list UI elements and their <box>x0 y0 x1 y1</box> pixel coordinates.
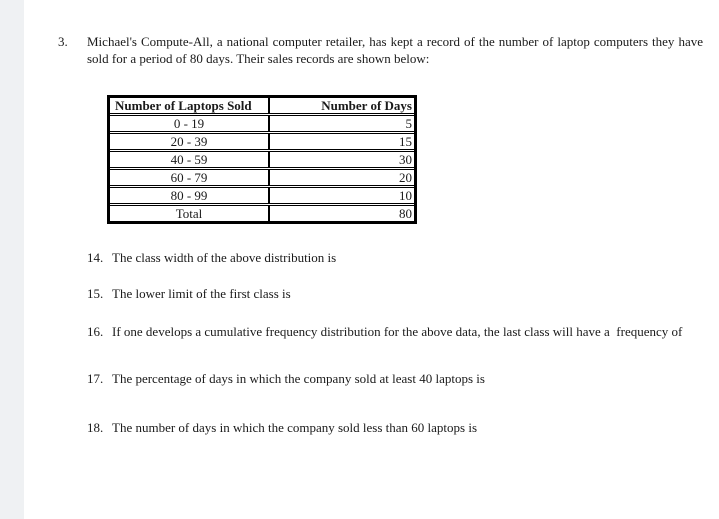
question-number: 15. <box>87 286 104 301</box>
table-row <box>110 115 414 133</box>
problem-3 <box>58 33 703 67</box>
class-interval-cell: 80 - 99 <box>110 187 269 205</box>
table-row <box>110 187 414 205</box>
question-text: The number of days in which the company sold less than 60 laptops is <box>112 420 478 435</box>
table-row <box>110 169 414 187</box>
problem-text: Michael's Compute-All, a national computer retailer, has kept a record of the number of laptop computers they have sold for a period of 80 days. Their sales records are shown below: <box>87 34 703 66</box>
frequency-table <box>107 95 417 224</box>
question-text: The lower limit of the first class is <box>112 286 291 301</box>
page-margin-strip <box>0 0 24 519</box>
question-14 <box>87 250 336 266</box>
days-cell: 15 <box>269 133 414 151</box>
days-cell: 20 <box>269 169 414 187</box>
table-row <box>110 151 414 169</box>
problem-number: 3. <box>58 34 68 49</box>
question-15 <box>87 286 291 302</box>
column-header-number-of-days: Number of Days <box>269 98 414 115</box>
table-row-total <box>110 205 414 222</box>
frequency-table-grid <box>110 98 414 221</box>
question-number: 17. <box>87 371 104 386</box>
column-header-laptops-sold: Number of Laptops Sold <box>110 98 269 115</box>
class-interval-cell: 0 - 19 <box>110 115 269 133</box>
class-interval-cell: 60 - 79 <box>110 169 269 187</box>
table-header-row <box>110 98 414 115</box>
days-cell: 30 <box>269 151 414 169</box>
class-interval-cell: 40 - 59 <box>110 151 269 169</box>
days-cell: 5 <box>269 115 414 133</box>
table-row <box>110 133 414 151</box>
question-text: If one develops a cumulative frequency distribution for the above data, the last class will have a frequency of <box>112 324 683 339</box>
total-value-cell: 80 <box>269 205 414 222</box>
question-text: The percentage of days in which the company sold at least 40 laptops is <box>112 371 485 386</box>
question-number: 16. <box>87 324 104 339</box>
question-17 <box>87 371 485 387</box>
days-cell: 10 <box>269 187 414 205</box>
class-interval-cell: 20 - 39 <box>110 133 269 151</box>
question-18 <box>87 420 477 436</box>
total-label-cell: Total <box>175 206 203 221</box>
question-text: The class width of the above distribution is <box>112 250 337 265</box>
question-number: 14. <box>87 250 104 265</box>
question-16 <box>87 324 682 340</box>
question-number: 18. <box>87 420 104 435</box>
